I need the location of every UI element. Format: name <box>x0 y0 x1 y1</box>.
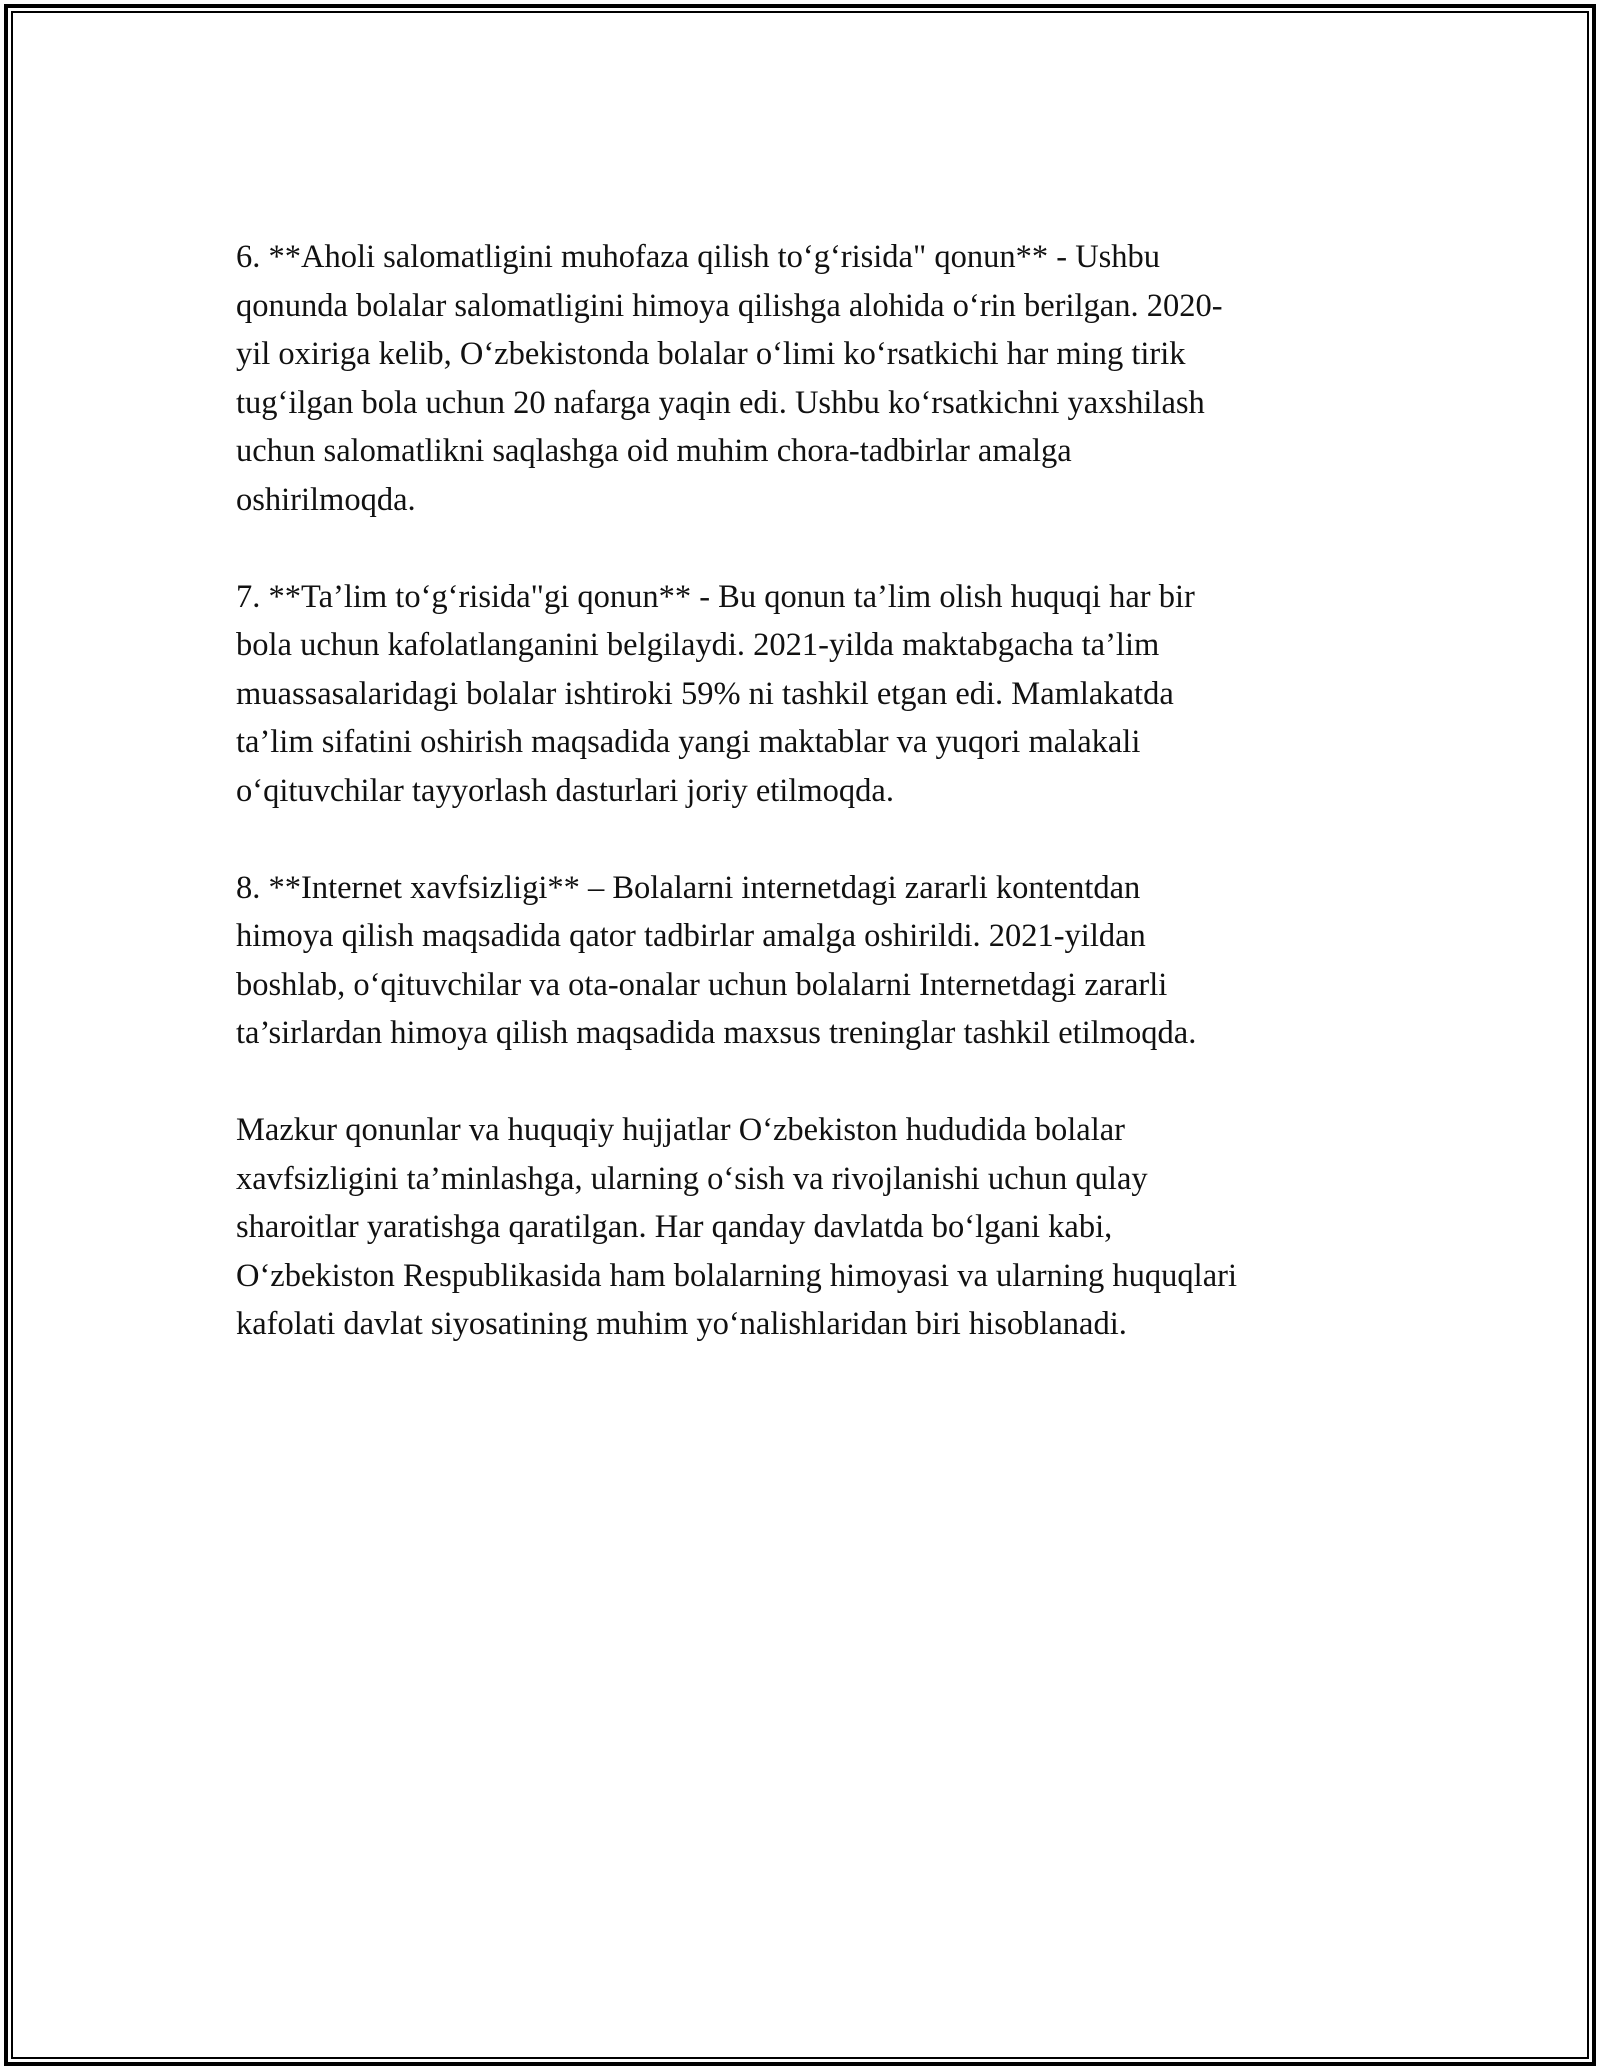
paragraph-conclusion: Mazkur qonunlar va huquqiy hujjatlar O‘zbekiston hududida bolalar xavfsizligini ta’minlashga, ularning o‘sish va rivojlanishi uchun qulay sharoitlar yaratishga qaratilgan. Har qanday davlatda bo‘lgani kabi, O‘zbekiston Respublikasida ham bolalarning himoyasi va ularning huquqlari kafolati davlat siyosatining muhim yo‘nalishlaridan biri hisoblanadi. <box>236 1112 1237 1342</box>
paragraph-health-law: 6. **Aholi salomatligini muhofaza qilish to‘g‘risida" qonun** - Ushbu qonunda bolalar salomatligini himoya qilishga alohida o‘rin berilgan. 2020- yil oxiriga kelib, O‘zbekistonda bolalar o‘limi ko‘rsatkichi har ming tirik tug‘ilgan bola uchun 20 nafarga yaqin edi. Ushbu ko‘rsatkichni yaxshilash uchun salomatlikni saqlashga oid muhim chora-tadbirlar amalga oshirilmoqda. <box>236 239 1223 518</box>
paragraph-education-law: 7. **Ta’lim to‘g‘risida"gi qonun** - Bu qonun ta’lim olish huquqi har bir bola uchun kafolatlanganini belgilaydi. 2021-yilda maktabgacha ta’lim muassasalaridagi bolalar ishtiroki 59% ni tashkil etgan edi. Mamlakatda ta’lim sifatini oshirish maqsadida yangi maktablar va yuqori malakali o‘qituvchilar tayyorlash dasturlari joriy etilmoqda. <box>236 578 1195 809</box>
document-body <box>236 233 1386 1397</box>
paragraph-internet-safety: 8. **Internet xavfsizligi** – Bolalarni internetdagi zararli kontentdan himoya qilish maqsadida qator tadbirlar amalga oshirildi. 2021-yildan boshlab, o‘qituvchilar va ota-onalar uchun bolalarni Internetdagi zararli ta’sirlardan himoya qilish maqsadida maxsus treninglar tashkil etilmoqda. <box>236 869 1197 1051</box>
